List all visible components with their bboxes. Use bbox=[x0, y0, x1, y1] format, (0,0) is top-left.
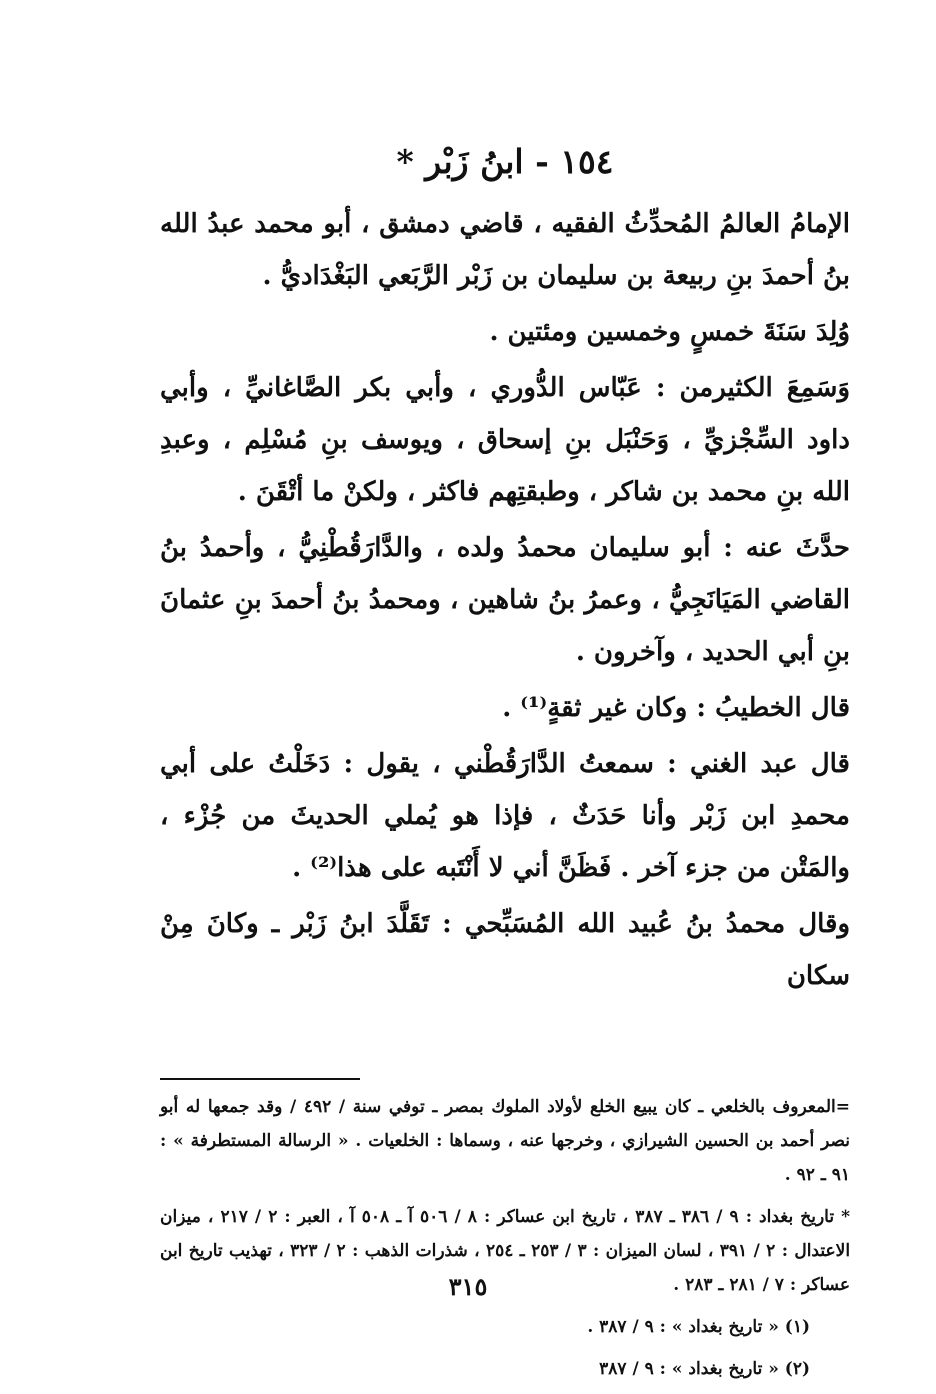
paragraph-intro: الإمامُ العالمُ المُحدِّثُ الفقيه ، قاضي دمشق ، أبو محمد عبدُ الله بنُ أحمدَ بنِ ربيعة بن سليمان بن زَبْر الرَّبَعي البَغْدَاديُّ . bbox=[160, 209, 850, 291]
footnote-separator-wrap bbox=[160, 1022, 850, 1080]
biography-text bbox=[160, 198, 850, 1002]
footnote-1: (١) « تاريخ بغداد » : ٩ / ٣٨٧ . bbox=[587, 1317, 810, 1337]
footnote-separator bbox=[160, 1078, 360, 1080]
entry-heading: ١٥٤ - ابنُ زَبْر * bbox=[396, 142, 614, 181]
footnote-continuation: =المعروف بالخلعي ـ كان يبيع الخلع لأولاد الملوك بمصر ـ توفي سنة / ٤٩٢ / وقد جمعها له أبو نصر أحمد بن الحسين الشيرازي ، وخرجها عنه ، وسماها : الخلعيات . « الرسالة المستطرفة » : ٩١ ـ ٩٢ . bbox=[160, 1097, 850, 1185]
paragraph-teachers: وَسَمِعَ الكثيرمن : عَبّاس الدُّوري ، وأبي بكر الصَّاغانيِّ ، وأبي داود السِّجْزيِّ ، وَحَنْبَل بنِ إسحاق ، ويوسف بنِ مُسْلِم ، وعبدِ الله بنِ محمد بن شاكر ، وطبقتِهم فاكثر ، ولكنْ ما أتْقَنَ . bbox=[160, 373, 850, 507]
paragraph-khatib: قال الخطيبُ : وكان غير ثقةٍ⁽¹⁾ . bbox=[502, 693, 850, 723]
page-number: ٣١٥ bbox=[448, 1272, 488, 1301]
paragraph-birth: وُلِدَ سَنَةَ خمسٍ وخمسين ومئتين . bbox=[489, 317, 850, 347]
footnote-2: (٢) « تاريخ بغداد » : ٩ / ٣٨٧ bbox=[599, 1359, 810, 1379]
footnote-sources: * تاريخ بغداد : ٩ / ٣٨٦ ـ ٣٨٧ ، تاريخ ابن عساكر : ٨ / ٥٠٦ آ ـ ٥٠٨ آ ، العبر : ٢ / ٢١٧ ، ميزان الاعتدال : ٢ / ٣٩١ ، لسان الميزان : ٣ / ٢٥٣ ـ ٢٥٤ ، شذرات الذهب : ٢ / ٣٢٣ ، تهذيب تاريخ ابن عساكر : ٧ / ٢٨١ ـ ٢٨٣ . bbox=[160, 1207, 851, 1295]
page-body bbox=[160, 140, 850, 1394]
paragraph-students: حدَّثَ عنه : أبو سليمان محمدُ ولده ، والدَّارَقُطْنِيُّ ، وأحمدُ بنُ القاضي المَيَانَجِيُّ ، وعمرُ بنُ شاهين ، ومحمدُ بنُ أحمدَ بنِ عثمانَ بنِ أبي الحديد ، وآخرون . bbox=[160, 533, 850, 667]
paragraph-musabbihi: وقال محمدُ بنُ عُبيد الله المُسَبِّحي : تَقَلَّدَ ابنُ زَبْر ـ وكانَ مِنْ سكان bbox=[160, 909, 850, 991]
paragraph-abdulghani: قال عبد الغني : سمعتُ الدَّارَقُطْني ، يقول : دَخَلْتُ على أبي محمدِ ابن زَبْر وأنا حَدَثٌ ، فإذا هو يُملي الحديثَ من جُزْء ، والمَتْن من جزء آخر . فَظَنَّ أني لا أَنْتَبه على هذا⁽²⁾ . bbox=[160, 749, 850, 883]
footnotes bbox=[160, 1090, 850, 1386]
